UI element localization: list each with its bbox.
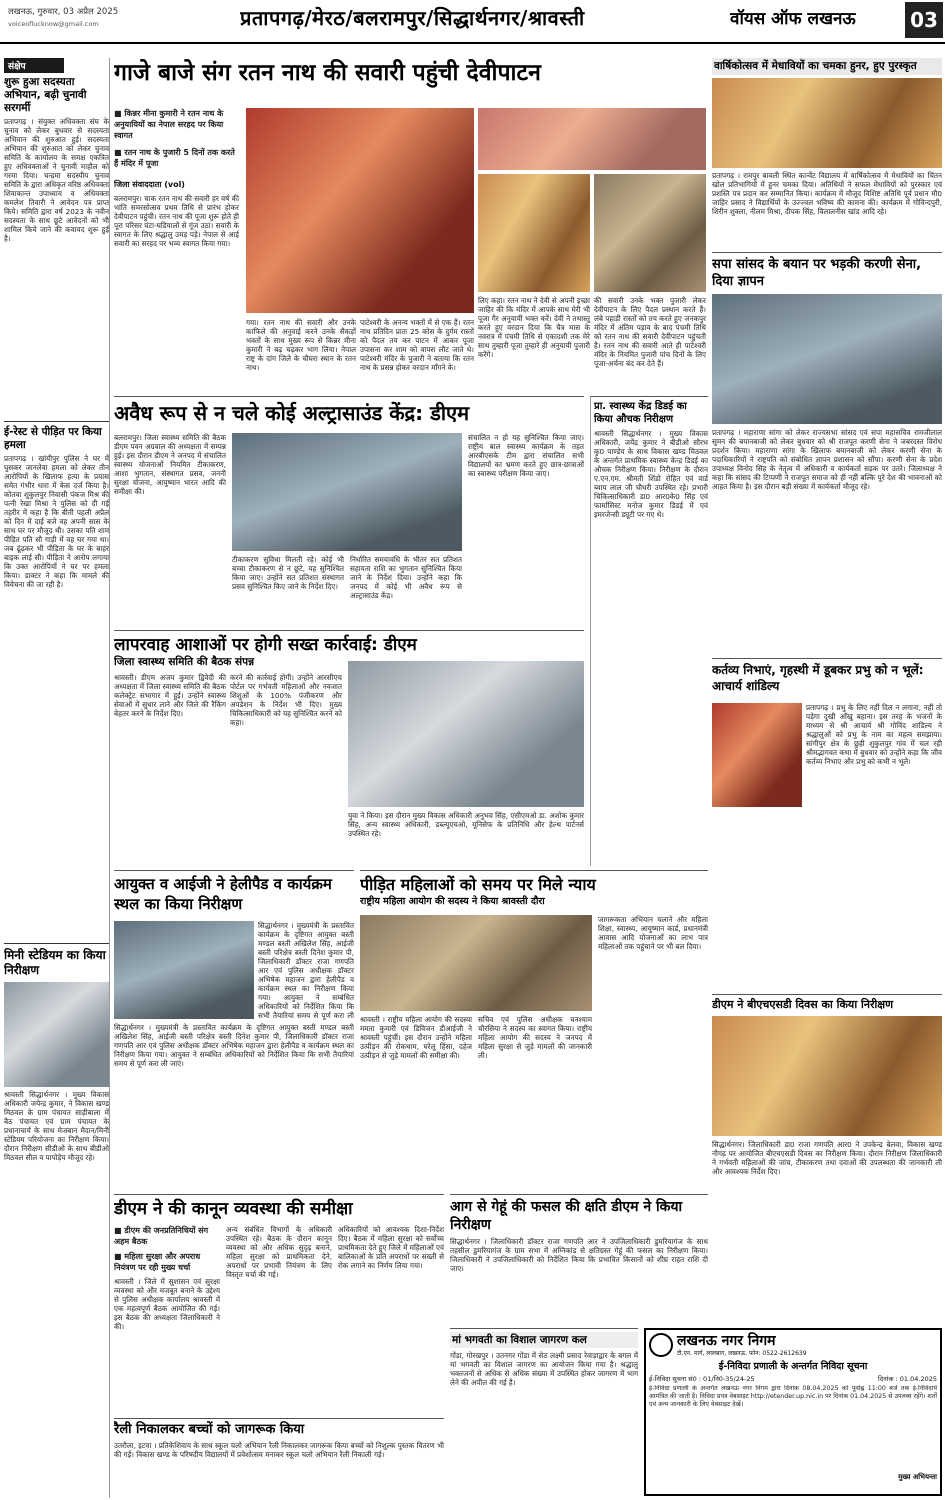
kartavya-body: प्रतापगढ़ । प्रभु के लिए नहीं दिल न लगाना, नहीं तो पड़ेगा दुखी आँखु बहाना। इस तरह के भजनों के माध्यम से श्री आचार्य श्री गोविंद शाडिल्य ने श्रद्धालुओं को प्रभु के नाम का महत्व समझाया। सांगीपुर क्षेत्र के छुही शुकुलपुर गांव में चल रही श्रीमद्भागवत कथा में बुधवार को उन्होंने कहा कि जीव कर्तव्य निभाए और प्रभु को कभी न भूले। — [806, 703, 942, 766]
stadium-photo — [4, 982, 109, 1087]
bhsd-headline: डीएम ने बीएचएसडी दिवस का किया निरीक्षण — [712, 998, 894, 1011]
paper-name: वॉयस ऑफ लखनऊ — [730, 9, 856, 29]
women-body-2: सचिव एवं पुलिस अधीक्षक घनश्याम चौरसिया ने सदस्य का स्वागत किया। राष्ट्रीय महिला आयोग की सदस्य ने जनपद में महिला सुरक्षा से जुड़े मामलों की जानकारी ली। — [478, 1015, 592, 1060]
ultra-body-2: टीकाकरण सुविधा मिलती रहे। कोई भी बच्चा टीकाकरण से न छूटे, यह सुनिश्चित किया जाए। उन्होंने सत प्रतिशत संस्थागत प्रसव सुनिश्चित किए जाने के निर्देश दिए। — [232, 555, 344, 591]
email: voiceoflucknow@gmail.com — [8, 20, 99, 28]
commission-photo — [360, 915, 592, 1011]
brief-1-body: प्रतापगढ़ । संयुक्त अधिवक्ता संघ के चुनाव को लेकर बुधवार से सदस्यता अभियान की शुरुआत हुई। सदस्यता अभियान की शुरुआत को लेकर चुनाव समिति के कार्यालय के समक्ष एकत्रित हुए अधिवक्ताओं ने चुनावी माहौल को गरमा दिया। चन्द्रमा सदस्यीय चुनाव समिति के द्वारा अधिकृत वरिष्ठ अधिवक्ता शिवाकान्त उपाध्याय व अधिवक्ता कमलेश तिवारी ने आवेदन पत्र प्राप्त किये। समिति द्वारा वर्ष 2023 के नवीन सदस्यता के साथ छूटे आवेदनों को भी शामिल किये जाने की कवायद शुरू हुई है। — [4, 117, 109, 243]
ultrasound-story — [114, 396, 584, 626]
women-headline: पीड़ित महिलाओं को समय पर मिले न्याय — [360, 875, 596, 894]
women-subhead: राष्ट्रीय महिला आयोग की सदस्य ने किया श्रावस्ती दौरा — [360, 896, 545, 907]
women-body-3: जागरूकता अभियान चलाने और महिला शिक्षा, स्वास्थ्य, आयुष्मान कार्ड, प्रधानमंत्री आवास आदि योजनाओं का लाभ पात्र महिलाओं तक पहुंचाने पर भी बल दिया। — [598, 915, 708, 951]
tender-date: दिनांक : 01.04.2025 — [878, 1375, 937, 1383]
annual-body: प्रतापगढ़ । रामपुर बावली स्थित कान्वेंट विद्यालय में वार्षिकोत्सव में मेधावियों का चिंतन खोल प्रतिभागियों में हुनर चमका दिया। अतिथियों ने सफल मेधावियों को पुरस्कार एवं प्रशस्ति पत्र प्रदान कर सम्मानित किया। कार्यक्रम में मौजूद विशिष्ट अतिथि पूर्व प्रधान मौ0 जाहिर प्रसाद ने विद्यार्थियों के उज्ज्वल भविष्य की कामना की। कार्यक्रम में गोविन्दपुरी, शिरीन शुक्ला, नीलम मिश्रा, दीपक सिंह, विलालनीस खांड आदि रहे। — [712, 171, 942, 216]
masthead — [0, 0, 945, 44]
tender-subtitle: ई-निविदा प्रणाली के अन्तर्गत निविदा सूचना — [718, 1361, 868, 1372]
tender-body: ई-निविदा प्रणाली के अन्तर्गत लखनऊ नगर निगम द्वारा दिनांक 08.04.2025 को पूर्वाह्न 11:00 बजे तक ई-निविदायें आमंत्रित की जाती है। निविदा प्रपत्र वेबसाइट http://etender.up.nic.in पर दिनांक 01.04.2025 से उपलब्ध रहेंगे। शर्तों एवं अन्य जानकारी के लिए वेबसाइट देखें। — [649, 1385, 937, 1408]
wheat-body: सिद्धार्थनगर । जिलाधिकारी डॉक्टर राजा गणपति आर ने उपजिलाधिकारी डुमरियागंज के साथ तहसील डुमरियागंज के ग्राम सभा में अग्निकांड से क्षतिग्रस्त गेहूं की फसल का निरीक्षण किया। जिलाधिकारी ने उपजिलाधिकारी को निर्देशित किया कि प्रभावित किसानों को शीघ्र राहत राशि दी जाए। — [450, 1237, 708, 1273]
ultra-headline: अवैध रूप से न चले कोई अल्ट्रासाउंड केंद्र: डीएम — [114, 401, 470, 425]
law-bullets — [114, 1225, 220, 1377]
tender-title: लखनऊ नगर निगम — [677, 1333, 776, 1349]
devotee-photo — [478, 174, 590, 292]
tender-notice-no: ई-निविदा सूचना सं0 : 01/नि0-35/24-25 — [649, 1375, 755, 1383]
jagran-headline: मां भगवती का विशाल जागरण कल — [450, 1332, 638, 1348]
helipad-headline: आयुक्त व आईजी ने हेलीपैड व कार्यक्रम स्थल का किया निरीक्षण — [114, 875, 332, 913]
bhsd-body: सिद्धार्थनगर। जिलाधिकारी डा0 राजा गणपति आर0 ने उपकेन्द्र बेलवा, विकास खण्ड नौगढ़ पर आयोजित बीएचएसडी दिवस का निरीक्षण किया। दौरान निरीक्षण जिलाधिकारी ने गर्भवती महिलाओं की जांच, टीकाकरण तथा दवाओं की उपलब्धता की जानकारी ली और आवश्यक निर्देश दिए। — [712, 1140, 942, 1176]
rally-headline: रैली निकालकर बच्चों को जागरूक किया — [114, 1422, 305, 1437]
law-body-2: अन्य संबंधित विभागों के अधिकारी उपस्थित रहे। बैठक के दौरान कानून व्यवस्था को और अधिक सुदृढ़ बनाने, महिला सुरक्षा को प्राथमिकता देने, अपराधों पर प्रभावी नियंत्रण के लिए विस्तृत चर्चा की गई। — [226, 1225, 332, 1279]
brief-3-body: श्रावस्ती सिद्धार्थनगर । मुख्य विकास अधिकारी जयेन्द्र कुमार, ने विकास खण्ड मिठवल के ग्राम पंचायत साड़ीबाला में बैठ पंचायत एवं ग्राम पंचायत के प्रधानाचार्य के साथ मेजबान मैदान/मिनी स्टेडियम परियोजना का निरीक्षण किया। दौरान निरीक्षण सीडीओ के साथ बीडीओ मिठवल सील व पापोड़ेय मौजूद रहे। — [4, 1090, 109, 1162]
protest-photo — [712, 294, 942, 424]
kartavya-story — [712, 658, 942, 988]
asha-headline: लापरवाह आशाओं पर होगी सख्त कार्रवाई: डीएम — [114, 635, 417, 655]
municipal-emblem-icon — [649, 1333, 673, 1357]
annual-function-story — [712, 58, 942, 248]
brief-1-headline: शुरू हुआ सदस्यता अभियान, बढ़ी चुनावी सरगर्मी — [4, 76, 87, 114]
divider — [4, 943, 109, 944]
women-story — [360, 870, 708, 1190]
law-story — [114, 1194, 444, 1414]
inspection-photo — [712, 1016, 942, 1136]
jagran-story — [450, 1328, 638, 1448]
law-headline: डीएम ने की कानून व्यवस्था की समीक्षा — [114, 1199, 353, 1219]
jagran-body: गोंडा, गोरखपुर । उतनगर गोंडा में सेठ लक्ष्मी प्रसाद रेवाड़ाद्वार के बगल में मां भगवती का विशाल जागरण का आयोजन किया गया है। श्रद्धालु भक्तजनों से अधिक से अधिक संख्या में उपस्थित होकर जागरण में भाग लेने की अपील की गई है। — [450, 1351, 638, 1387]
asha-meeting-photo — [348, 661, 584, 807]
lead-story — [114, 58, 706, 393]
law-bullet-1: ■ डीएम की जनप्रतिनिधियों संग अहम बैठक — [114, 1226, 209, 1246]
lead-body-4: लिए कहा। रतन नाथ ने देवी से अपनी इच्छा जाहिर की कि मंदिर में आपके साथ मेरी भी पूजा गैर अनुयायी भक्त करें। देवी ने तथास्तु करते हुए वरदान दिया कि चैत्र मास के नवरात्र में पंचमी तिथि से एकादशी तक मेरे साथ तुम्हारी पूजा तुम्हारे ही अनुयायी पुजारी करेंगे। — [478, 296, 590, 359]
lead-body-2: गया। रतन नाथ की सवारी और उनके काफिले की अनुवाई करने उनके सैकड़ों भक्तों के साथ मुख्य रूप से किन्नर मीना कुमारी ने बढ़ चढ़कर भाग लिया। नेपाल राष्ट्र के दांग जिले के चौघरा स्थान के रतन नाथ। — [246, 318, 356, 372]
karni-headline: सपा सांसद के बयान पर भड़की करणी सेना, दिया ज्ञापन — [712, 257, 922, 289]
award-photo — [712, 78, 942, 168]
bullet-2: ■ रतन नाथ के पुजारी 5 दिनों तक करते हैं मंदिर में पूजा — [114, 148, 235, 168]
women-body-1: श्रावस्ती । राष्ट्रीय महिला आयोग की सदस्या ममता कुमारी एवं डिविजन डीआईजी ने श्रावस्ती पहुंचीं। इस दौरान उन्होंने महिला उत्पीड़न की रोकथाम, घरेलू हिंसा, दहेज उत्पीड़न से जुड़े मामलों की समीक्षा की। — [360, 1015, 472, 1060]
square-bullet-icon: ■ — [114, 1252, 125, 1261]
meeting-photo — [232, 433, 462, 551]
tender-header — [649, 1333, 937, 1357]
brief-2-body: प्रतापगढ़ । खांयीपुर पुलिस ने घर में घुसकर जानलेवा हमला को लेकर तीन आरोपियों के खिलाफ हत्या के प्रयास समेत गंभीर धारा में केस दर्ज किया है। कोतवा शुकुलपुर निवासी पंकज मिश्र की पत्नी रेखा मिश्रा ने पुलिस को दी गई तहरीर में कहा है कि बीती पहली अप्रैल को दिन में दाई बजे वह अपनी सास के साथ घर पर मौजूद थी। उसका पति शाम पीड़ित पति सौ गाड़ी में वह घर गया था। जब ढूंढ़कर भी पीड़िता के घर के बाहर बाइक लाई सी। पीड़िता ने आरोप लगाया कि उक्त आरोपियों ने घर पर हमला किया। डाक्टर ने कहा कि मामले की विवेचना की जा रही है। — [4, 454, 109, 589]
page-number: 03 — [910, 8, 938, 32]
helipad-story — [114, 870, 354, 1190]
dateline: लखनऊ, गुरुवार, 03 अप्रैल 2025 — [8, 7, 119, 17]
rally-body: उतरौला, इटवा । प्रतिकेशिवाय के साथ स्कूल चलो अभियान रैली निकालकर जागरूक किया बच्चों को निशुल्क पुस्तक वितरण भी की गई। विकास खण्ड के परिषदीय विद्यालयों में प्रवेशोत्सव मनाकर स्कूल चलो अभियान रैली निकाली गई। — [114, 1441, 444, 1459]
brief-3-headline: मिनी स्टेडियम का किया निरीक्षण — [4, 948, 106, 977]
divider — [4, 421, 109, 422]
kartavya-headline: कर्तव्य निभाएं, गृहस्थी में डूबकर प्रभु को न भूलें: आचार्य शांडिल्य — [712, 663, 924, 693]
page-number-badge — [905, 2, 943, 38]
helipad-body: सिद्धार्थनगर । मुख्यमंत्री के प्रस्तावित कार्यक्रम के दृष्टिगत आयुक्त बस्ती मण्डल बस्ती अखिलेश सिंह, आईजी बस्ती परिक्षेत्र बस्ती दिनेश कुमार पी, जिलाधिकारी डॉक्टर राजा गणपति आर एवं पुलिस अधीक्षक डॉक्टर अभिषेक महाजन द्वारा हेलीपैड व कार्यक्रम स्थल का निरीक्षण किया गया। आयुक्त ने सम्बंधित अधिकारियों को निर्देशित किया कि सभी तैयारियां समय से पूर्ण करा ली — [258, 921, 354, 1020]
acharya-photo — [712, 703, 802, 807]
lead-headline: गाजे बाजे संग रतन नाथ की सवारी पहुंची देवीपाटन — [114, 60, 541, 86]
asha-body-3: युवा ने किया। इस दौरान मुख्य विकास अधिकारी अनुभव सिंह, एसीएमओ डा. अशोक कुमार सिंह, अन्य स्वास्थ्य अधिकारी, डब्ल्यूएचओ, यूनिसेफ के प्रतिनिधि और हेल्थ पार्टनर्स उपस्थित रहे। — [348, 811, 584, 838]
karni-story — [712, 252, 942, 652]
left-column — [4, 58, 110, 1498]
lead-body-3: पाटेश्वरी के अनन्य भक्तों में से एक हैं। रतन नाथ प्रतिदिन प्रातः 25 कोस के दुर्गम रास्तों को पैदल तय कर पाटन में आकर पूजा उपासना कर शाम को वापस लौट जाते थे। पाटेश्वरी मंदिर के पुजारी ने बताया कि रतन नाथ के प्रसन्न होकर वरदान माँगने के। — [360, 318, 474, 372]
officials-photo — [114, 921, 254, 1019]
ultra-body-4: संचालित न हो यह सुनिश्चित किया जाए। राष्ट्रीय बाल स्वास्थ्य कार्यक्रम के तहत आरबीएसके टीम द्वारा संचालित सभी विद्यालयों का भ्रमण करते हुए छात्र-छात्राओं का स्वास्थ्य परीक्षण किया जाए। — [468, 433, 584, 478]
asha-subhead: जिला स्वास्थ्य समिति की बैठक संपन्न — [114, 656, 255, 668]
square-bullet-icon: ■ — [114, 109, 125, 118]
annual-headline: वार्षिकोत्सव में मेधावियों का चमका हुनर, हुए पुरस्कृत — [712, 58, 942, 75]
tender-signature: मुख्य अभियन्ता — [898, 1473, 937, 1481]
square-bullet-icon: ■ — [114, 1226, 125, 1235]
brief-2-headline: ई-रेस्ट से पीड़ित पर किया हमला — [4, 426, 102, 451]
law-bullet-2: ■ महिला सुरक्षा और अपराध नियंत्रण पर रही मुख्य चर्चा — [114, 1252, 201, 1272]
lead-body-5: की सवारी उनके भक्त पुजारी लेकर देवीपाटन के लिए पैदल प्रस्थान करते हैं। लंबे पहाड़ी रास्तों को तय करते हुए जनकपुर मंदिर में अंतिम पड़ाव के बाद पंचमी तिथि को रतन नाथ की सवारी देवीपाटन पहुंचती है। रतन नाथ की सवारी आते ही पाटेश्वरी मंदिर के नियमित पुजारी पांच दिनों के लिए पूजा-अर्चना बंद कर देते हैं। — [594, 296, 706, 368]
ultra-body-1: बलरामपुर। जिला स्वास्थ्य समिति की बैठक डीएम पवन अग्रवाल की अध्यक्षता में सम्पन्न हुई। इस दौरान डीएम ने जनपद में संचालित स्वास्थ्य योजनाओं नियमित टीकाकरण, आशा भुगतान, संस्थागत प्रसव, जननी सुरक्षा योजना, आयुष्मान भारत आदि की समीक्षा की। — [114, 433, 226, 496]
bullet-1: ■ किन्नर मीना कुमारी ने रतन नाथ के अनुयायियों का नेपाल सरहद पर किया स्वागत — [114, 109, 224, 140]
law-body-3: अधिकारियों को आवश्यक दिशा-निर्देश दिए। बैठक में महिला सुरक्षा को सर्वोच्च प्राथमिकता देते हुए जिले में महिलाओं एवं बालिकाओं के प्रति अपराधों पर सख्ती से रोक लगाने का निर्णय लिया गया। — [338, 1225, 444, 1270]
procession-photo-2 — [478, 108, 706, 170]
law-body-1: श्रावस्ती । जिले में सुशासन एवं सुरक्षा व्यवस्था को और मजबूत बनाने के उद्देश्य से पुलिस अधीक्षक कार्यालय श्रावस्ती में एक महत्वपूर्ण बैठक आयोजित की गई। इस बैठक की अध्यक्षता जिलाधिकारी ने की। — [114, 1277, 220, 1331]
section-title: प्रतापगढ़/मेरठ/बलरामपुर/सिद्धार्थनगर/श्रावस्ती — [240, 6, 585, 30]
health-center-story — [590, 396, 708, 866]
wheat-story — [450, 1194, 708, 1324]
procession-photo-1 — [246, 108, 474, 313]
rally-story — [114, 1418, 444, 1498]
byline: जिला संवाददाता (vol) — [114, 180, 185, 189]
wheat-headline: आग से गेहूं की फसल की क्षति डीएम ने किया निरीक्षण — [450, 1199, 683, 1233]
section-label: संक्षेप — [4, 58, 64, 73]
health-center-headline: प्रा. स्वास्थ्य केंद्र डिडई का किया औचक निरीक्षण — [594, 401, 687, 425]
health-center-body: श्रावस्ती सिद्धार्थनगर । मुख्य विकास अधिकारी, जयेंद्र कुमार ने बीडीओ सौरभ कु0 पाण्डेय के साथ विकास खण्ड मिठवल के अन्तर्गत प्राथमिक स्वास्थ्य केन्द्र डिडई का औचक निरीक्षण किया। निरीक्षण के दौरान ए.एन.एम. श्रीमती शिंडो रोहित एवं वार्ड ब्वाय लाल जी चौधरी उपस्थित रहे। प्रभारी चिकित्साधिकारी डा0 आर0के0 सिंह एवं फार्मासिस्ट मनोज कुमार डिडई में एवं इमरजेन्सी ड्यूटी पर गए थे। — [594, 429, 708, 519]
asha-body-2: करने की कार्रवाई होगी। उन्होंने आरसीएच पोर्टल पर गर्भवती महिलाओं और नवजात शिशुओं के 100% पंजीकरण और अपडेशन के निर्देश भी दिए। मुख्य चिकित्साधिकारी को यह सुनिश्चित करने को कहा। — [230, 673, 342, 727]
square-bullet-icon: ■ — [114, 148, 125, 157]
asha-body-1: श्रावस्ती। डीएम अजय कुमार द्विवेदी की अध्यक्षता में जिला स्वास्थ्य समिति की बैठक कलेक्ट्रेट सभागार में हुई। उन्होंने स्वास्थ्य सेवाओं में सुधार लाने और जिले की रैंकिंग बेहतर करने के निर्देश दिए। — [114, 673, 226, 718]
tender-meta — [649, 1374, 937, 1383]
asha-story — [114, 630, 584, 865]
tender-address: टी.एन. मार्ग, लालबाग, लखनऊ, फोन: 0522-2612639 — [677, 1350, 807, 1357]
lead-bullets — [114, 108, 239, 344]
karni-body: प्रतापगढ़ । महाराणा सांगा को लेकर राज्यसभा सांसद एवं सपा महासचिव रामजीलाल सुमन की बयानबाजी को लेकर बुधवार को श्री राजपूत करणी सेना ने जबरदस्त विरोध प्रदर्शन किया। महाराणा सांगा के खिलाफ बयानबाजी को लेकर करणी सेना के पदाधिकारियों ने राष्ट्रपति को संबोधित ज्ञापन प्रशासन को सौंपा। करणी सेना के प्रदेश उपाध्यक्ष विनोद सिंह के नेतृत्व में अधिकारी व कार्यकर्ता सड़क पर उतरे। जिलाध्यक्ष ने कहा कि सांसद की टिप्पणी ने राजपूत समाज को ही नहीं बल्कि पूरे देश की भावनाओं को आहत किया है। इस दौरान बड़ी संख्या में कार्यकर्ता मौजूद रहे। — [712, 428, 942, 491]
helipad-body-cont: सिद्धार्थनगर । मुख्यमंत्री के प्रस्तावित कार्यक्रम के दृष्टिगत आयुक्त बस्ती मण्डल बस्ती अखिलेश सिंह, आईजी बस्ती परिक्षेत्र बस्ती दिनेश कुमार पी, जिलाधिकारी डॉक्टर राजा गणपति आर एवं पुलिस अधीक्षक डॉक्टर अभिषेक महाजन द्वारा हेलीपैड व कार्यक्रम स्थल का निरीक्षण किया गया। आयुक्त ने सम्बंधित अधिकारियों को निर्देशित किया कि सभी तैयारियां समय से पूर्ण करा ली जाएं। — [114, 1023, 354, 1068]
tender-notice — [644, 1328, 942, 1496]
lead-body-1: बलरामपुर। चाक रतन नाथ की सवारी हर वर्ष की भांति समरसोत्सव प्रथम तिथि से प्रारंभ होकर देवीपाटन पहुंची। रतन नाथ की पूजा शुरू होते ही पूरा परिसर घंटा-घडियालों से गूंज उठा। सवारी के स्वागत के लिए श्रद्धालु उमड़ पड़े। नेपाल से आई सवारी का सरहद पर भव्य स्वागत किया गया। — [114, 194, 239, 248]
bhsd-story — [712, 994, 942, 1294]
ultra-body-3: निर्धारित समयावधि के भीतर सत प्रतिशत सहायता राशि का भुगतान सुनिश्चित किया जाने के निर्देश दिया। उन्होंने कहा कि जनपद में कोई भी अवैध रूप से अल्ट्रासाउंड केंद्र। — [350, 555, 462, 600]
priest-photo — [594, 174, 706, 292]
